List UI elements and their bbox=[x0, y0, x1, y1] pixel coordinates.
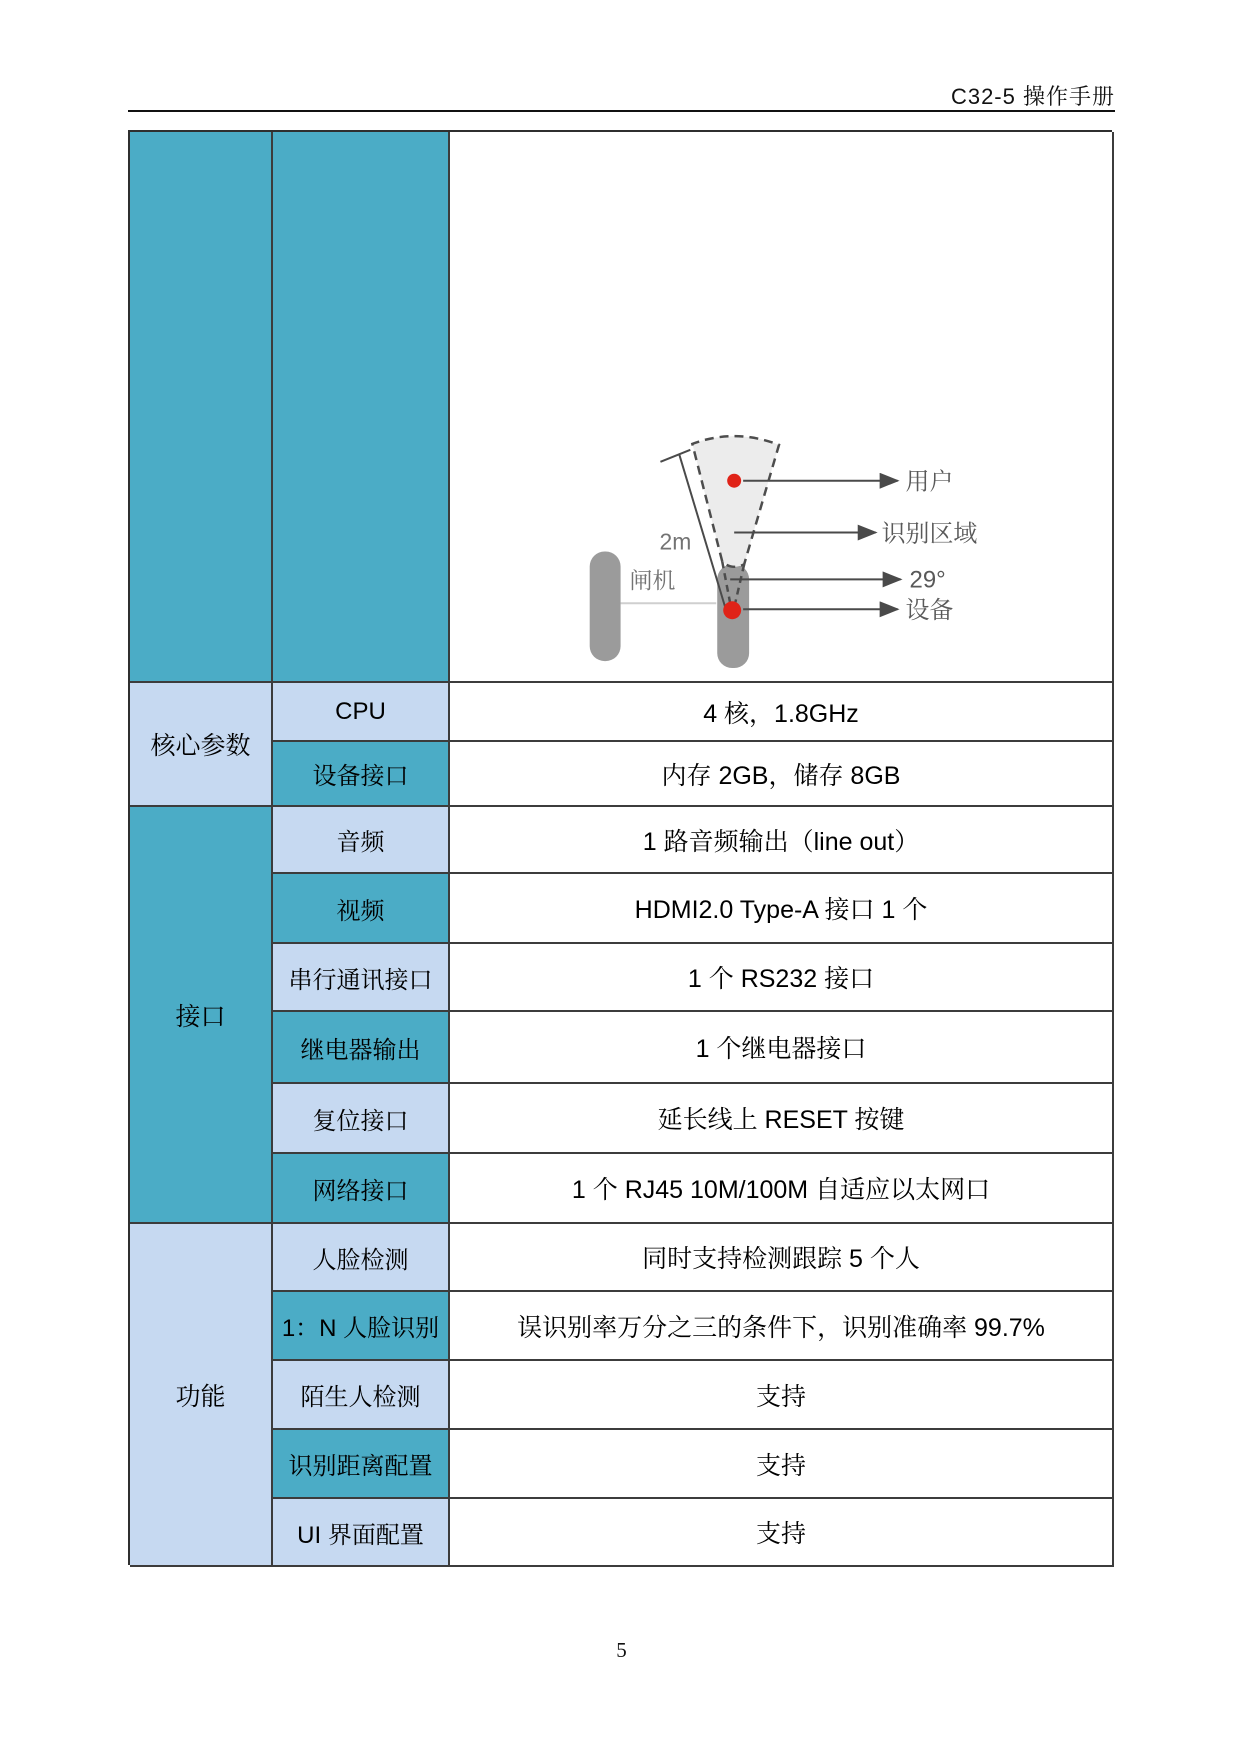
spec-row-label-device-interface: 设备接口 bbox=[273, 742, 450, 807]
spec-row-value-serial: 1 个 RS232 接口 bbox=[450, 944, 1114, 1012]
device-dot bbox=[723, 601, 741, 619]
user-label: 用户 bbox=[905, 468, 954, 496]
page-header-title: C32-5 操作手册 bbox=[950, 84, 1115, 109]
spec-row-label-stranger-detect: 陌生人检测 bbox=[273, 1361, 450, 1430]
distance-label: 2m bbox=[659, 528, 692, 555]
distance-line-cap bbox=[660, 450, 690, 462]
spec-row-value-distance-config: 支持 bbox=[450, 1430, 1114, 1499]
spec-row-value-stranger-detect: 支持 bbox=[450, 1361, 1114, 1430]
spec-row-label-network: 网络接口 bbox=[273, 1154, 450, 1224]
spec-row-value-audio: 1 路音频输出（line out） bbox=[450, 807, 1114, 874]
diagram-spacer-col2 bbox=[273, 132, 450, 683]
spec-row-value-ui-config: 支持 bbox=[450, 1499, 1114, 1567]
recognition-cone bbox=[692, 436, 779, 567]
spec-row-value-cpu: 4 核，1.8GHz bbox=[450, 683, 1114, 742]
spec-row-value-relay: 1 个继电器接口 bbox=[450, 1012, 1114, 1084]
angle-label: 29° bbox=[909, 566, 946, 594]
spec-row-value-reset: 延长线上 RESET 按键 bbox=[450, 1084, 1114, 1154]
spec-row-label-face-recognition: 1：N 人脸识别 bbox=[273, 1292, 450, 1361]
spec-row-label-distance-config: 识别距离配置 bbox=[273, 1430, 450, 1499]
spec-row-label-ui-config: UI 界面配置 bbox=[273, 1499, 450, 1567]
recognition-area-label: 识别区域 bbox=[881, 520, 978, 548]
spec-row-label-face-detect: 人脸检测 bbox=[273, 1224, 450, 1292]
diagram-spacer-col1 bbox=[130, 132, 273, 683]
spec-row-label-reset: 复位接口 bbox=[273, 1084, 450, 1154]
spec-group-label-core-params: 核心参数 bbox=[130, 683, 273, 807]
user-dot bbox=[727, 474, 741, 488]
diagram-svg bbox=[451, 133, 1111, 680]
spec-group-label-functions: 功能 bbox=[130, 1224, 273, 1567]
spec-row-value-face-recognition: 误识别率万分之三的条件下，识别准确率 99.7% bbox=[450, 1292, 1114, 1361]
spec-row-value-video: HDMI2.0 Type-A 接口 1 个 bbox=[450, 874, 1114, 944]
spec-table bbox=[128, 130, 1112, 1565]
device-label: 设备 bbox=[905, 597, 954, 625]
spec-row-label-audio: 音频 bbox=[273, 807, 450, 874]
spec-row-value-network: 1 个 RJ45 10M/100M 自适应以太网口 bbox=[450, 1154, 1114, 1224]
spec-row-value-face-detect: 同时支持检测跟踪 5 个人 bbox=[450, 1224, 1114, 1292]
spec-group-label-interfaces: 接口 bbox=[130, 807, 273, 1224]
spec-row-label-serial: 串行通讯接口 bbox=[273, 944, 450, 1012]
page-number: 5 bbox=[616, 1638, 627, 1662]
gate-pillar-left bbox=[590, 551, 621, 661]
recognition-distance-diagram bbox=[450, 132, 1114, 683]
gate-label: 闸机 bbox=[629, 567, 676, 594]
spec-row-label-video: 视频 bbox=[273, 874, 450, 944]
spec-row-label-cpu: CPU bbox=[273, 683, 450, 742]
spec-row-value-device-interface: 内存 2GB，储存 8GB bbox=[450, 742, 1114, 807]
header-rule bbox=[128, 110, 1115, 112]
spec-row-label-relay: 继电器输出 bbox=[273, 1012, 450, 1084]
